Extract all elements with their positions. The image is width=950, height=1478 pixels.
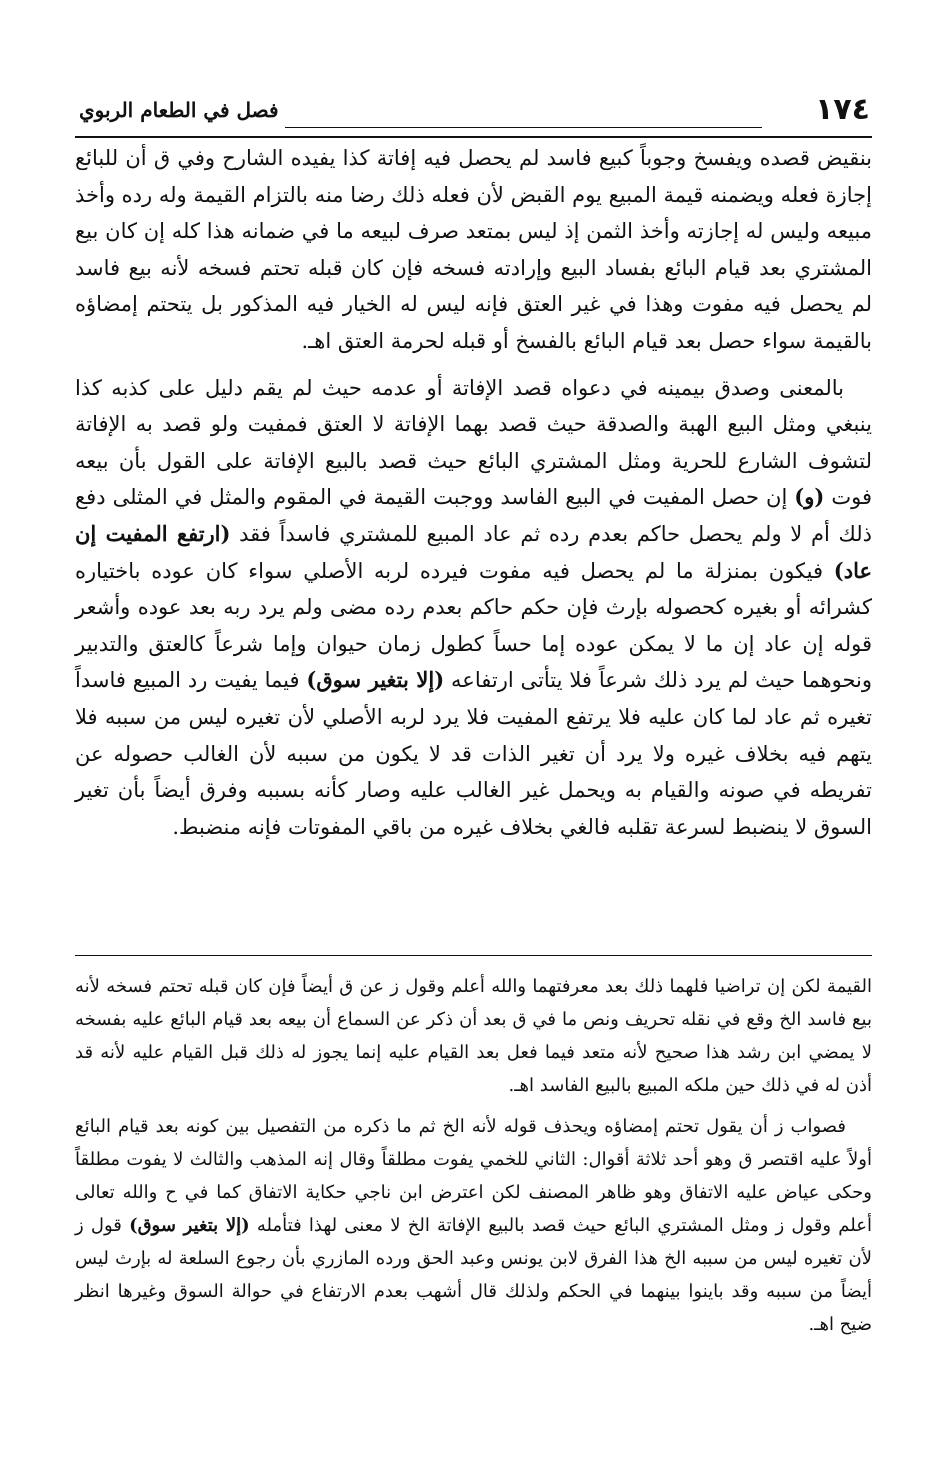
text-segment: فصواب ز أن يقول تحتم إمضاؤه ويحذف قوله لأنه الخ ثم ما ذكره من التفصيل بين كونه بعد قيام البائع أولاً عليه اقتصر ق وهو أحد ثلاثة أقوال: الثاني للخمي يفوت مطلقاً وقال إنه المذهب والثالث لا يفوت مطلقاً وحكى عياض عليه الاتفاق وهو ظاهر المصنف لكن اعترض ابن ناجي حكاية الاتفاق كما في ح والله تعالى أعلم وقول ز ومثل المشتري البائع حيث قصد بالبيع الإفاتة الخ لا معنى لهذا فتأمله (75, 1116, 872, 1236)
running-title: فصل في الطعام الربوي (79, 98, 279, 122)
matn-quote: (و) (794, 484, 825, 510)
text-segment: فيما يفيت رد المبيع فاسداً تغيره ثم عاد لما كان عليه فلا يرتفع المفيت فلا يرد لربه الأصلي لأن تغيره ليس من سببه فلا يتهم فيه بخلاف غيره ولا يرد أن تغير الذات قد لا يكون من سببه لأن الغالب حصوله عن تفريطه في صونه والقيام به ويحمل غير الغالب عليه وصار كأنه بسببه وفرق أيضاً بأن تغير السوق لا ينضبط لسرعة تقلبه فالغي بخلاف غيره من باقي المفوتات فإنه منضبط. (75, 668, 872, 839)
text-segment: فيكون بمنزلة ما لم يحصل فيه مفوت فيرده لربه الأصلي سواء كان عوده باختياره كشرائه أو بغيره كحصوله بإرث فإن حكم حاكم بعدم رده مضى ولم يرد ربه بعد عوده وأشعر قوله إن عاد إن ما لا يمكن عوده إما حساً كطول زمان حيوان وإما شرعاً كالعتق والتدبير ونحوهما حيث لم يرد ذلك شرعاً فلا يتأتى ارتفاعه (75, 558, 872, 693)
main-paragraph (75, 140, 872, 360)
matn-quote: (إلا بتغير سوق) (306, 667, 445, 693)
text-segment: إن حصل المفيت في البيع الفاسد ووجبت القيمة في المقوم والمثل في المثلى دفع ذلك أم لا ولم يحصل حاكم بعدم رده ثم عاد المبيع للمشتري فاسداً فقد (75, 485, 872, 546)
text-segment: القيمة لكن إن تراضيا فلهما ذلك بعد معرفتهما والله أعلم وقول ز عن ق أيضاً فإن كان قبله تحتم فسخه لأنه بيع فاسد الخ وقع في نقله تحريف ونص ما في ق بعد أن ذكر عن السماع أن بيعه بعد قيام البائع عليه بفسخه لا يمضي ابن رشد هذا صحيح لأنه متعد فيما فعل بعد القيام عليه إنما يجوز له ذلك قبل القيام عليه لأنه قد أذن له في ذلك حين ملكه المبيع بالبيع الفاسد اهـ. (75, 976, 872, 1096)
footnote-separator (75, 955, 872, 956)
text-segment: قول ز لأن تغيره ليس من سببه الخ هذا الفرق لابن يونس وعبد الحق ورده المازري بأن رجوع السلعة له بإرث ليس أيضاً من سببه وقد باينوا بينهما في الحكم ولذلك قال أشهب بعدم الارتفاع في حوالة السوق وغيرها انظر ضيح اهـ. (75, 1215, 872, 1335)
main-text (75, 140, 872, 845)
footnote-text (75, 970, 872, 1341)
page-number: ١٧٤ (815, 92, 870, 127)
text-segment: بنقيض قصده ويفسخ وجوباً كبيع فاسد لم يحصل فيه إفاتة كذا يفيده الشارح وفي ق أن للبائع إجازة فعله ويضمنه قيمة المبيع يوم القبض لأن فعله ذلك رضا منه بالتزام القيمة وله رده وأخذ مبيعه وليس له إجازته وأخذ الثمن إذ ليس بمتعد صرف لبيعه ما في ضمانه هذا كله إن كان بيع المشتري بعد قيام البائع بفساد البيع وإرادته فسخه فإن كان قبله تحتم فسخه لأنه بيع فاسد لم يحصل فيه مفوت وهذا في غير العتق فإنه ليس له الخيار فيه المذكور بل يتحتم إمضاؤه بالقيمة سواء حصل بعد قيام البائع بالفسخ أو قبله لحرمة العتق اهـ. (75, 146, 872, 353)
matn-quote: (إلا بتغير سوق) (129, 1215, 250, 1236)
page-header (75, 92, 872, 138)
header-rule (285, 127, 762, 128)
footnote-paragraph (75, 1110, 872, 1341)
footnote-paragraph (75, 970, 872, 1102)
main-paragraph (75, 370, 872, 846)
matn-quote: (ارتفع المفيت إن عاد) (75, 520, 872, 583)
text-segment: بالمعنى وصدق بيمينه في دعواه قصد الإفاتة أو عدمه حيث لم يقم دليل على كذبه كذا ينبغي ومثل البيع الهبة والصدقة حيث قصد بهما الإفاتة لا العتق فمفيت ولو قصد به الإفاتة لتشوف الشارع للحرية ومثل المشتري البائع حيث قصد بالبيع الإفاتة على القول بأن بيعه فوت (75, 375, 872, 510)
